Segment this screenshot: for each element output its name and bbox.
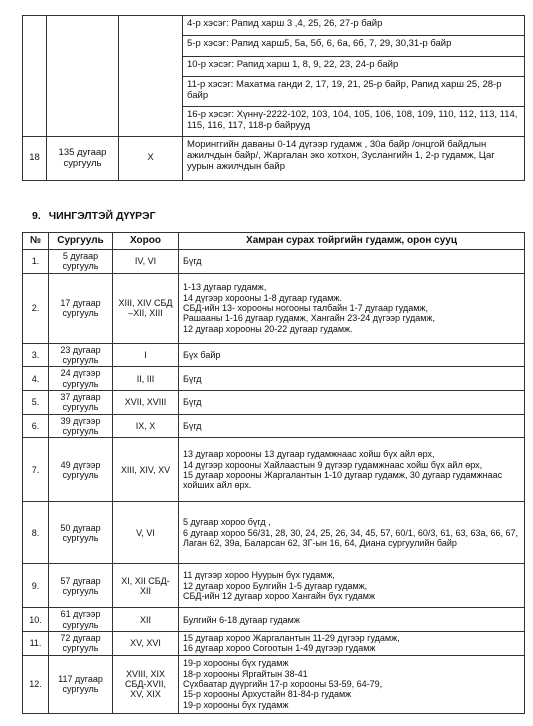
khoroo-cell: XII (113, 608, 179, 632)
table-row (23, 250, 525, 274)
khoroo-cell: XIII, XIV, XV (113, 438, 179, 502)
row-number-cell: 11. (23, 632, 49, 656)
khoroo-cell: IX, X (113, 414, 179, 438)
header-khoroo: Хороо (113, 233, 179, 250)
header-school: Сургууль (49, 233, 113, 250)
khoroo-cell: IV, VI (113, 250, 179, 274)
row-number-cell: 9. (23, 564, 49, 608)
empty-khoroo-cell (119, 16, 183, 137)
section-title: ЧИНГЭЛТЭЙ ДҮҮРЭГ (48, 210, 156, 222)
area-cell: Булгийн 6-18 дугаар гудамж (179, 608, 525, 632)
area-cell: 5-р хэсэг: Рапид харш5, 5а, 5б, 6, 6а, 6б, 7, 29, 30,31-р байр (183, 36, 525, 57)
table-row (23, 343, 525, 367)
school-cell: 50 дугаар сургууль (49, 502, 113, 564)
area-cell: 10-р хэсэг: Рапид харш 1, 8, 9, 22, 23, 24-р байр (183, 57, 525, 77)
school-cell: 5 дугаар сургууль (49, 250, 113, 274)
area-cell: 19-р хорооны бүх гудамж 18-р хорооны Яргайтын 38-41 Сүхбаатар дүүргийн 17-р хорооны 53-59, 64-79, 15-р хорооны Архустайн 81-84-р гудамж 19-р хорооны бүх гудамж (179, 655, 525, 713)
table-row (23, 391, 525, 415)
continued-school-table (22, 15, 525, 181)
khoroo-cell: V, VI (113, 502, 179, 564)
area-cell: 16-р хэсэг: Хүннү-2222-102, 103, 104, 105, 106, 108, 109, 110, 112, 113, 114, 115, 116, 117, 118-р байрууд (183, 107, 525, 137)
area-cell: Бүгд (179, 414, 525, 438)
area-cell: 11-р хэсэг: Махатма ганди 2, 17, 19, 21, 25-р байр, Рапид харш 25, 28-р байр (183, 77, 525, 107)
khoroo-cell: XVII, XVIII (113, 391, 179, 415)
school-cell: 37 дугаар сургууль (49, 391, 113, 415)
area-cell: Бүгд (179, 367, 525, 391)
row-number-cell: 12. (23, 655, 49, 713)
school-cell: 72 дугаар сургууль (49, 632, 113, 656)
table-row (23, 655, 525, 713)
row-number-cell: 6. (23, 414, 49, 438)
district-school-table (22, 232, 525, 714)
row-number-cell: 7. (23, 438, 49, 502)
table-row (23, 137, 525, 181)
area-cell: 1-13 дугаар гудамж, 14 дүгээр хорооны 1-8 дугаар гудамж. СБД-ийн 13- хорооны ногооны талбайн 1-7 дугаар гудамж, Рашааны 1-16 дугаар гудамж, Хангайн 23-24 дүгээр гудамж, 12 дугаар хорооны 20-22 дугаар гудамж. (179, 273, 525, 343)
school-cell: 49 дүгээр сургууль (49, 438, 113, 502)
header-area: Хамран сурах тойргийн гудамж, орон сууц (179, 233, 525, 250)
row-number-cell: 4. (23, 367, 49, 391)
school-cell: 61 дүгээр сургууль (49, 608, 113, 632)
area-cell: Бүгд (179, 250, 525, 274)
area-cell: Моринггийн даваны 0-14 дүгээр гудамж , 30а байр /онцгой байдлын ажилчдын байр/, Жаргалан эко хотхон, Зуслангийн 1, 2-р гудамж, Цаг уурын ажилчдын байр (183, 137, 525, 181)
khoroo-cell: X (119, 137, 183, 181)
header-no: № (23, 233, 49, 250)
khoroo-cell: XV, XVI (113, 632, 179, 656)
row-number-cell: 3. (23, 343, 49, 367)
row-number-cell: 5. (23, 391, 49, 415)
area-cell: 5 дугаар хороо бүгд , 6 дугаар хороо 56/31, 28, 30, 24, 25, 26, 34, 45, 57, 60/1, 60/3, 61, 63, 63а, 66, 67, Лаган 62, 39а, Баларсан 62, 3Г-ын 16, 64, Диана сургуулийн байр (179, 502, 525, 564)
school-cell: 17 дугаар сургууль (49, 273, 113, 343)
table-row (23, 438, 525, 502)
table-row (23, 608, 525, 632)
area-cell: Бүх байр (179, 343, 525, 367)
table-row (23, 564, 525, 608)
school-cell: 39 дүгээр сургууль (49, 414, 113, 438)
table-row (23, 632, 525, 656)
table-row (23, 273, 525, 343)
school-cell: 117 дугаар сургууль (49, 655, 113, 713)
area-cell: Бүгд (179, 391, 525, 415)
area-cell: 13 дугаар хорооны 13 дугаар гудамжнаас хойш бүх айл өрх, 14 дүгээр хорооны Хайлаастын 9 дүгээр гудамжнаас хойш бүх айл өрх, 15 дугаар хорооны Жаргалантын 1-10 дугаар гудамж, 30 дугаар гудамжнаас хойших айл өрх. (179, 438, 525, 502)
school-cell: 57 дугаар сургууль (49, 564, 113, 608)
area-cell: 15 дугаар хороо Жаргалантын 11-29 дүгээр гудамж, 16 дугаар хороо Согоотын 1-49 дүгээр гудамж (179, 632, 525, 656)
khoroo-cell: XI, XII СБД- XII (113, 564, 179, 608)
table-row (23, 16, 525, 36)
school-cell: 24 дүгээр сургууль (49, 367, 113, 391)
row-number-cell: 1. (23, 250, 49, 274)
row-number-cell: 18 (23, 137, 47, 181)
school-cell: 135 дугаар сургууль (47, 137, 119, 181)
table-row (23, 414, 525, 438)
row-number-cell: 2. (23, 273, 49, 343)
table-row (23, 367, 525, 391)
table-header-row (23, 233, 525, 250)
empty-school-cell (47, 16, 119, 137)
section-number: 9. (32, 210, 41, 222)
row-number-cell: 8. (23, 502, 49, 564)
khoroo-cell: XVIII, XIX СБД-XVII, XV, XIX (113, 655, 179, 713)
khoroo-cell: II, III (113, 367, 179, 391)
school-cell: 23 дугаар сургууль (49, 343, 113, 367)
khoroo-cell: I (113, 343, 179, 367)
row-number-cell: 10. (23, 608, 49, 632)
empty-no-cell (23, 16, 47, 137)
area-cell: 11 дүгээр хороо Нуурын бүх гудамж, 12 дугаар хороо Булгийн 1-5 дугаар гудамж, СБД-ийн 12 дугаар хороо Хангайн бүх гудамж (179, 564, 525, 608)
area-cell: 4-р хэсэг: Рапид харш 3 ,4, 25, 26, 27-р байр (183, 16, 525, 36)
table-row (23, 502, 525, 564)
section-heading (32, 210, 164, 222)
khoroo-cell: XIII, XIV СБД –XII, XIII (113, 273, 179, 343)
